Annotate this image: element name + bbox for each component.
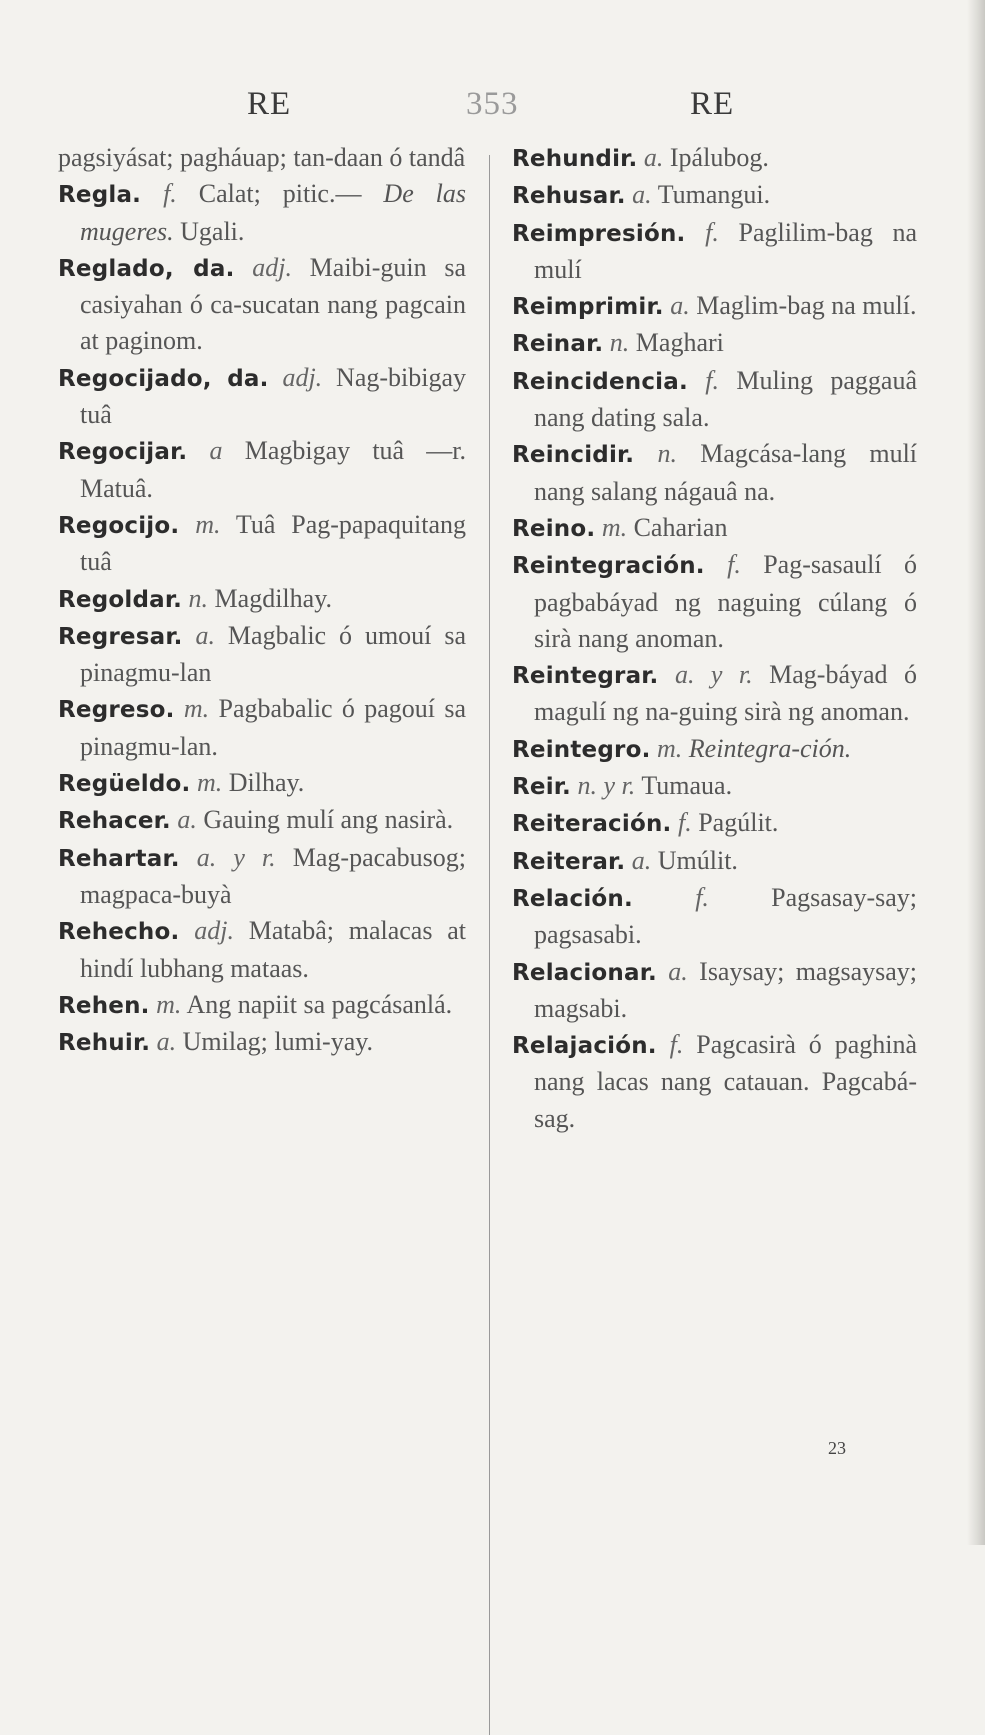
entry-grammar-abbrev: a. y r.	[196, 842, 276, 872]
dictionary-entry	[58, 433, 466, 507]
entry-headword: Regocijo.	[58, 512, 180, 539]
entry-grammar-abbrev: a.	[631, 845, 652, 875]
dictionary-entry	[512, 363, 917, 437]
entry-grammar-abbrev: a. y r.	[674, 660, 753, 690]
dictionary-entry	[512, 954, 917, 1028]
dictionary-entry	[512, 731, 917, 768]
entry-headword: Reglado, da.	[58, 255, 235, 282]
entry-italic-phrase: De las mugeres.	[80, 179, 467, 246]
entry-headword: Reir.	[512, 774, 571, 801]
dictionary-entry	[512, 325, 917, 362]
entry-headword: Regreso.	[58, 697, 175, 724]
dictionary-entry	[58, 581, 466, 618]
dictionary-entry	[512, 177, 917, 214]
entry-grammar-abbrev: n.	[657, 439, 677, 469]
entry-definition: Maibi-guin sa casiyahan ó ca-sucatan nang pagcain at paginom.	[80, 252, 467, 356]
entry-grammar-abbrev: adj.	[282, 362, 323, 392]
entry-grammar-abbrev: a.	[670, 291, 690, 321]
entry-headword: Reintegración.	[512, 553, 705, 580]
dictionary-entry	[58, 987, 466, 1024]
entry-grammar-abbrev: f.	[695, 882, 709, 912]
dictionary-entry	[58, 618, 466, 692]
entry-definition: Calat; pitic.—	[198, 179, 362, 209]
entry-headword: Reincidir.	[512, 442, 635, 469]
entry-definition: Paglilim-bag na mulí	[534, 217, 918, 284]
entry-grammar-abbrev: f.	[727, 550, 741, 580]
entry-headword: Reincidencia.	[512, 368, 688, 395]
entry-grammar-abbrev: a.	[156, 1027, 177, 1057]
entry-headword: Reiteración.	[512, 811, 672, 838]
entry-headword: Relacionar.	[512, 959, 657, 986]
dictionary-entry	[512, 657, 917, 731]
dictionary-entry	[58, 913, 466, 987]
entry-grammar-abbrev: n.	[609, 328, 630, 358]
entry-definition: Muling paggauâ nang dating sala.	[534, 365, 917, 433]
entry-headword: Reinar.	[512, 331, 604, 358]
entry-grammar-abbrev: adj.	[252, 252, 292, 282]
entry-definition: Ipálubog.	[669, 143, 769, 172]
entry-headword: Reino.	[512, 515, 596, 542]
entry-definition: Maglim-bag na mulí.	[696, 291, 917, 321]
entry-definition: Isaysay; magsaysay; magsabi.	[534, 956, 918, 1023]
entry-grammar-abbrev: m.	[156, 989, 182, 1019]
entry-definition: pagsiyásat; pagháuap; tan-daan ó tandâ	[58, 143, 466, 172]
entry-headword: Regla.	[58, 182, 142, 209]
dictionary-entry	[58, 176, 466, 250]
entry-headword: Reiterar.	[512, 848, 626, 875]
entry-grammar-abbrev: a.	[177, 805, 197, 835]
entry-definition: Pagcasirà ó paghinà nang lacas nang catauan. Pagcabá-sag.	[534, 1030, 918, 1133]
entry-definition: Umúlit.	[657, 845, 738, 875]
entry-grammar-abbrev: f.	[705, 365, 720, 395]
entry-headword: Regresar.	[58, 623, 183, 650]
entry-italic-phrase: Reintegra-ción.	[688, 733, 852, 763]
header-page-number: 353	[466, 86, 519, 122]
entry-grammar-abbrev: n.	[188, 583, 209, 613]
entry-definition: Nag-bibigay tuâ	[80, 362, 467, 430]
entry-definition: Tumaua.	[641, 771, 733, 801]
dictionary-entry	[58, 840, 466, 914]
dictionary-entry	[58, 507, 466, 581]
signature-mark: 23	[828, 1438, 846, 1458]
entry-definition: Pagsasay-say; pagsasabi.	[534, 882, 918, 950]
dictionary-entry	[58, 360, 466, 434]
entry-headword: Rehuir.	[58, 1030, 151, 1057]
entry-definition: Magbalic ó umouí sa pinagmu-lan	[80, 620, 467, 688]
entry-definition: Umilag; lumi-yay.	[182, 1027, 374, 1057]
entry-headword: Rehecho.	[58, 919, 180, 946]
entry-definition: Magbigay tuâ —r. Matuâ.	[80, 436, 467, 503]
entry-grammar-abbrev: adj.	[194, 916, 234, 946]
entry-grammar-abbrev: a.	[643, 143, 664, 172]
entry-grammar-abbrev: f.	[163, 179, 177, 209]
entry-definition-continued: Ugali.	[180, 216, 245, 246]
dictionary-entry	[512, 510, 917, 547]
entry-grammar-abbrev: a.	[195, 620, 215, 650]
entry-grammar-abbrev: a.	[632, 180, 652, 210]
entry-definition: Magcása-lang mulí nang salang nágauâ na.	[534, 439, 918, 506]
entry-headword: Rehundir.	[512, 146, 638, 172]
column-divider	[489, 155, 490, 1735]
dictionary-entry	[512, 880, 917, 954]
entry-definition: Tumangui.	[657, 180, 771, 210]
entry-definition: Pagúlit.	[698, 808, 779, 838]
header-right-guide-word: RE	[690, 86, 735, 122]
entry-headword: Regoldar.	[58, 586, 183, 613]
entry-definition: Tuâ Pag-papaquitang tuâ	[80, 509, 466, 577]
dictionary-entry	[512, 805, 917, 842]
page-edge-shadow	[967, 0, 985, 1545]
dictionary-entry	[58, 765, 466, 802]
entry-headword: Regocijado, da.	[58, 365, 269, 392]
entry-definition: Dilhay.	[228, 768, 305, 798]
dictionary-entry	[512, 436, 917, 510]
entry-headword: Regüeldo.	[58, 771, 191, 798]
entry-grammar-abbrev: n. y r.	[577, 771, 636, 801]
entry-headword: Relación.	[512, 885, 633, 912]
entry-headword: Rehacer.	[58, 808, 171, 835]
entry-headword: Rehusar.	[512, 183, 626, 210]
dictionary-entry	[58, 802, 466, 839]
dictionary-entry	[58, 1024, 466, 1061]
entry-grammar-abbrev: m.	[601, 512, 628, 542]
dictionary-entry	[512, 843, 917, 880]
entry-definition: Gauing mulí ang nasirà.	[203, 805, 454, 835]
entry-grammar-abbrev: m.	[195, 509, 221, 539]
dictionary-entry	[58, 250, 466, 360]
dictionary-entry	[512, 1027, 917, 1137]
entry-definition: Mag-pacabusog; magpaca-buyà	[80, 842, 467, 909]
entry-headword: Reimprimir.	[512, 294, 664, 321]
dictionary-entry	[512, 288, 917, 325]
entry-headword: Relajación.	[512, 1033, 657, 1060]
entry-headword: Regocijar.	[58, 439, 188, 466]
entry-grammar-abbrev: m.	[196, 768, 223, 798]
entry-definition: Mag-báyad ó magulí ng na-guing sirà ng anoman.	[534, 660, 917, 727]
running-header	[0, 86, 985, 136]
dictionary-entry	[58, 140, 466, 176]
entry-grammar-abbrev: a.	[668, 956, 688, 986]
entry-headword: Reintegro.	[512, 736, 651, 763]
entry-grammar-abbrev: m.	[657, 733, 683, 763]
entry-headword: Reimpresión.	[512, 220, 686, 247]
dictionary-entry	[512, 547, 917, 657]
entry-definition: Magdilhay.	[214, 583, 333, 613]
entry-grammar-abbrev: f.	[669, 1030, 684, 1060]
entry-grammar-abbrev: f.	[705, 217, 719, 247]
dictionary-entry	[58, 691, 466, 765]
entry-headword: Rehen.	[58, 992, 150, 1019]
entry-definition: Pagbabalic ó pagouí sa pinagmu-lan.	[80, 694, 467, 761]
entry-grammar-abbrev: m.	[183, 694, 210, 724]
entry-grammar-abbrev: a	[209, 436, 223, 466]
left-column	[58, 140, 466, 1061]
entry-headword: Rehartar.	[58, 845, 180, 872]
entry-definition: Pag-sasaulí ó pagbabáyad ng naguing cúlang ó sirà nang anoman.	[534, 550, 917, 653]
entry-definition: Caharian	[633, 512, 728, 542]
entry-definition: Matabâ; malacas at hindí lubhang mataas.	[80, 916, 467, 983]
dictionary-entry	[512, 215, 917, 289]
entry-headword: Reintegrar.	[512, 663, 659, 690]
right-column	[512, 140, 917, 1137]
dictionary-entry	[512, 768, 917, 805]
entry-definition: Ang napiit sa pagcásanlá.	[186, 989, 453, 1019]
entry-definition: Maghari	[635, 328, 724, 358]
header-left-guide-word: RE	[247, 86, 292, 122]
entry-grammar-abbrev: f.	[677, 808, 692, 838]
dictionary-entry	[512, 140, 917, 177]
